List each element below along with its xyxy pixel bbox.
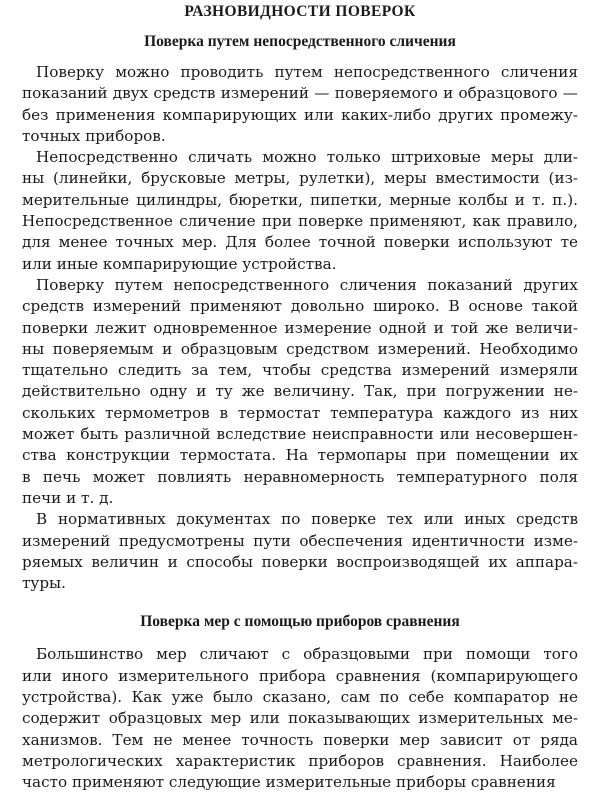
text-line: метрологических характеристик приборов сравнения. Наиболее [22, 751, 578, 770]
text-line: в печь может повлиять неравномерность температурного поля [22, 467, 578, 486]
text-line: В нормативных документах по поверке тех или иных средств [36, 510, 578, 529]
paragraph [22, 275, 578, 509]
text-line: ства конструкции термостата. На термопары при помещении их [22, 446, 578, 465]
section-body-comparators [22, 644, 578, 793]
text-line: поверки лежит одновременное измерение одной и той же величи- [22, 318, 578, 337]
section-body-direct-comparison [22, 62, 578, 594]
paragraph [22, 644, 578, 793]
text-line: Поверку можно проводить путем непосредственного сличения [36, 63, 578, 81]
text-line: ханизмов. Тем не менее точность поверки мер зависит от ряда [22, 730, 578, 749]
text-line: Большинство мер сличают с образцовыми при помощи того [36, 645, 578, 664]
text-line: точных приборов. [22, 126, 166, 145]
text-line: измерений предусмотрены пути обеспечения идентичности изме- [22, 531, 578, 550]
text-line: скольких термометров в термостат температура каждого из них [22, 403, 578, 422]
text-line: содержит образцовых мер или показывающих измерительных ме- [22, 709, 578, 728]
text-line: показаний двух средств измерений — поверяемого и образцового — [22, 84, 578, 103]
text-line: или иного измерительного прибора сравнения (компарирующего [22, 666, 578, 685]
text-line: часто применяют следующие измерительные приборы сравнения [22, 773, 556, 792]
text-line: печи и т. д. [22, 488, 114, 507]
paragraph [22, 509, 578, 594]
text-line: ны (линейки, брусковые метры, рулетки), меры вместимости (из- [22, 169, 578, 188]
text-line: ны поверяемым и образцовым средством измерений. Необходимо [22, 339, 578, 358]
text-line: без применения компарирующих или каких-либо других промежу- [22, 105, 578, 124]
text-line: ряемых величин и способы поверки воспроизводящей их аппара- [22, 552, 578, 571]
text-line: может быть различной вследствие неисправности или несовершен- [22, 425, 578, 444]
paragraph [22, 62, 578, 147]
text-line: мерительные цилиндры, бюретки, пипетки, мерные колбы и т. п.). [22, 190, 578, 209]
text-line: устройства). Как уже было сказано, сам по себе компаратор не [22, 688, 578, 707]
text-line: действительно одну и ту же величину. Так, при погружении не- [22, 382, 578, 401]
section-heading-direct-comparison: Поверка путем непосредственного сличения [144, 33, 456, 50]
text-line: тщательно следить за тем, чтобы средства измерений измеряли [22, 361, 578, 380]
document-title: РАЗНОВИДНОСТИ ПОВЕРОК [184, 3, 416, 20]
paragraph [22, 147, 578, 275]
text-line: туры. [22, 574, 66, 593]
text-line: для менее точных мер. Для более точной поверки используют те [22, 233, 578, 252]
section-heading-comparators: Поверка мер с помощью приборов сравнения [140, 613, 460, 631]
text-line: Непосредственно сличать можно только штриховые меры дли- [36, 148, 578, 167]
text-line: Поверку путем непосредственного сличения показаний других [36, 275, 578, 294]
text-line: Непосредственное сличение при поверке применяют, как правило, [22, 212, 578, 231]
text-line: или иные компарирующие устройства. [22, 254, 337, 273]
text-line: средств измерений применяют довольно широко. В основе такой [22, 297, 578, 316]
